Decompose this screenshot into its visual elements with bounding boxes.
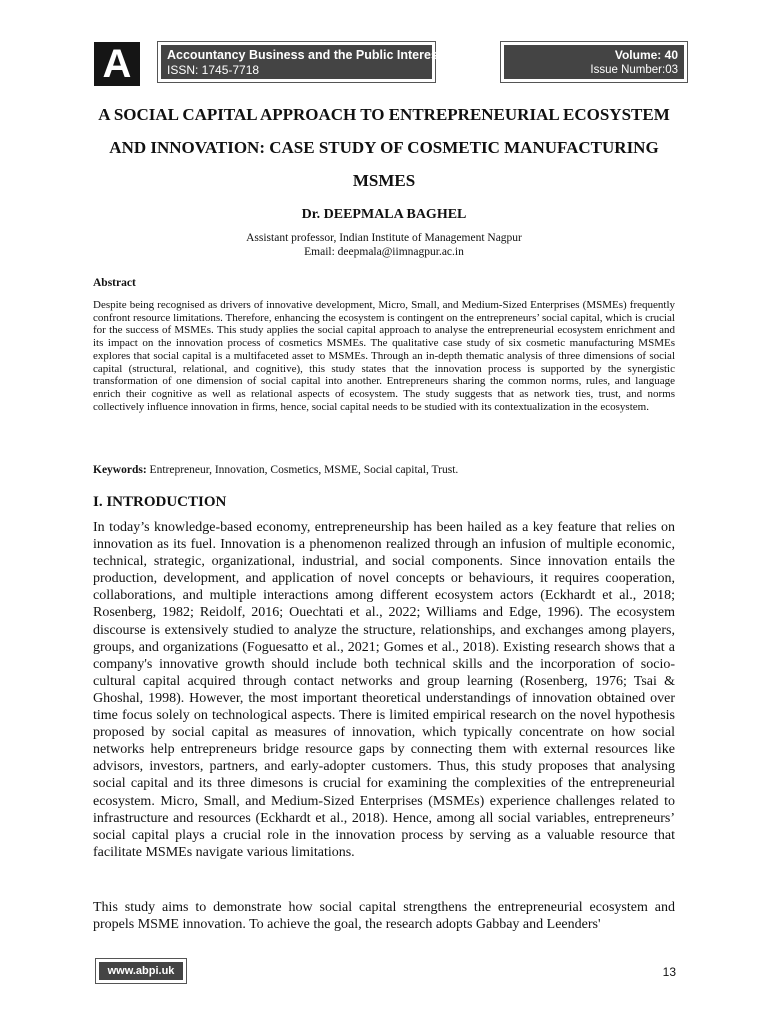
website-box [95,958,187,984]
website-link[interactable]: www.abpi.uk [99,962,183,980]
author-affiliation-block [92,232,676,259]
introduction-heading: I. INTRODUCTION [93,494,227,510]
paper-title: A SOCIAL CAPITAL APPROACH TO ENTREPRENEURIAL ECOSYSTEM AND INNOVATION: CASE STUDY OF COSMETIC MANUFACTURING MSMES [98,105,670,190]
journal-name: Accountancy Business and the Public Interest [167,48,443,62]
author-email: Email: deepmala@iimnagpur.ac.in [304,245,464,258]
issue-number: Issue Number:03 [590,64,678,76]
abstract-heading: Abstract [93,277,136,289]
author-name: Dr. DEEPMALA BAGHEL [301,207,467,222]
journal-info-inner [161,45,443,79]
page-number: 13 [662,965,676,979]
keywords-text: Entrepreneur, Innovation, Cosmetics, MSME, Social capital, Trust. [149,464,459,476]
logo-letter: A [102,42,132,86]
journal-info-box [157,41,443,83]
journal-logo [94,42,140,86]
volume-number: Volume: 40 [614,48,678,62]
keywords-label: Keywords: [93,464,147,476]
volume-info-inner [504,45,684,79]
author-affiliation: Assistant professor, Indian Institute of Management Nagpur [246,232,522,244]
introduction-paragraph-1: In today’s knowledge-based economy, entrepreneurship has been hailed as a key feature that relies on innovation as its fuel. Innovation is a phenomenon realized through an infusion of multiple economic, technical, strategic, organizational, industrial, and social components. Since innovation entails the production, development, and application of novel concepts or behaviours, it requires cooperation, collaborations, and multiple interactions among different ecosystem actors (Eckhardt et al., 2018; Rosenberg, 1982; Reidolf, 2016; Ouechtati et al., 2022; Williams and Edge, 1996). The ecosystem discourse is extensively studied to analyze the structure, relationships, and exchanges among players, groups, and organizations (Foguesatto et al., 2021; Gomes et al., 2018). Existing research shows that a company's innovative growth should include both technical skills and the incorporation of socio-cultural capital acquired through contact networks and group learning (Rosenberg, 1976; Tsai & Ghoshal, 1998). However, the most important theoretical understandings of innovation obtained over time focus solely on technological aspects. There is limited empirical research on the novel hypothesis proposed by social capital as measures of innovation, which typically concentrate on how social networks help entrepreneurs bridge resource gaps by connecting them with external resources like advisors, investors, partners, and early-adopter customers. Thus, this study proposes that analysing social capital and its three dimesons is crucial for examining the complexities of the entrepreneurial ecosystem. Micro, Small, and Medium-Sized Enterprises (MSMEs) experience challenges related to infrastructure and resources (Eckhardt et al., 2018). Hence, among all social variables, entrepreneurs’ social capital plays a crucial role in the innovation process by serving as a valuable resource that facilitate MSMEs navigate various limitations. [93,520,675,860]
volume-info-box [500,41,688,83]
introduction-paragraph-2: This study aims to demonstrate how social capital strengthens the entrepreneurial ecosystem and propels MSME innovation. To achieve the goal, the research adopts Gabbay and Leenders' [93,900,675,933]
journal-issn: ISSN: 1745-7718 [167,63,260,77]
keywords-line [93,463,675,477]
abstract-body: Despite being recognised as drivers of innovative development, Micro, Small, and Medium-Sized Enterprises (MSMEs) frequently confront resource limitations. Therefore, enhancing the ecosystem is contingent on the entrepreneurs’ social capital, which is crucial for the success of MSMEs. This study applies the social capital approach to analyse the entrepreneurial ecosystem enrichment and its impact on the innovation process of cosmetics MSMEs. The qualitative case study of six cosmetic manufacturing MSMEs explores that social capital is a multifaceted asset to MSMEs. Through an in-depth thematic analysis of three dimensions of social capital (structural, relational, and cognitive), this study states that the innovation process is supported by the synergistic transformation of one dimension of social capital into another. Entrepreneurs sharing the common norms, rules, and language enrich their cognitive as well as relational aspects of ecosystem. The study suggests that as network ties, trust, and norms collectively influence innovation in firms, hence, social capital needs to be studied with its contextualization in the ecosystem. [93,299,675,413]
